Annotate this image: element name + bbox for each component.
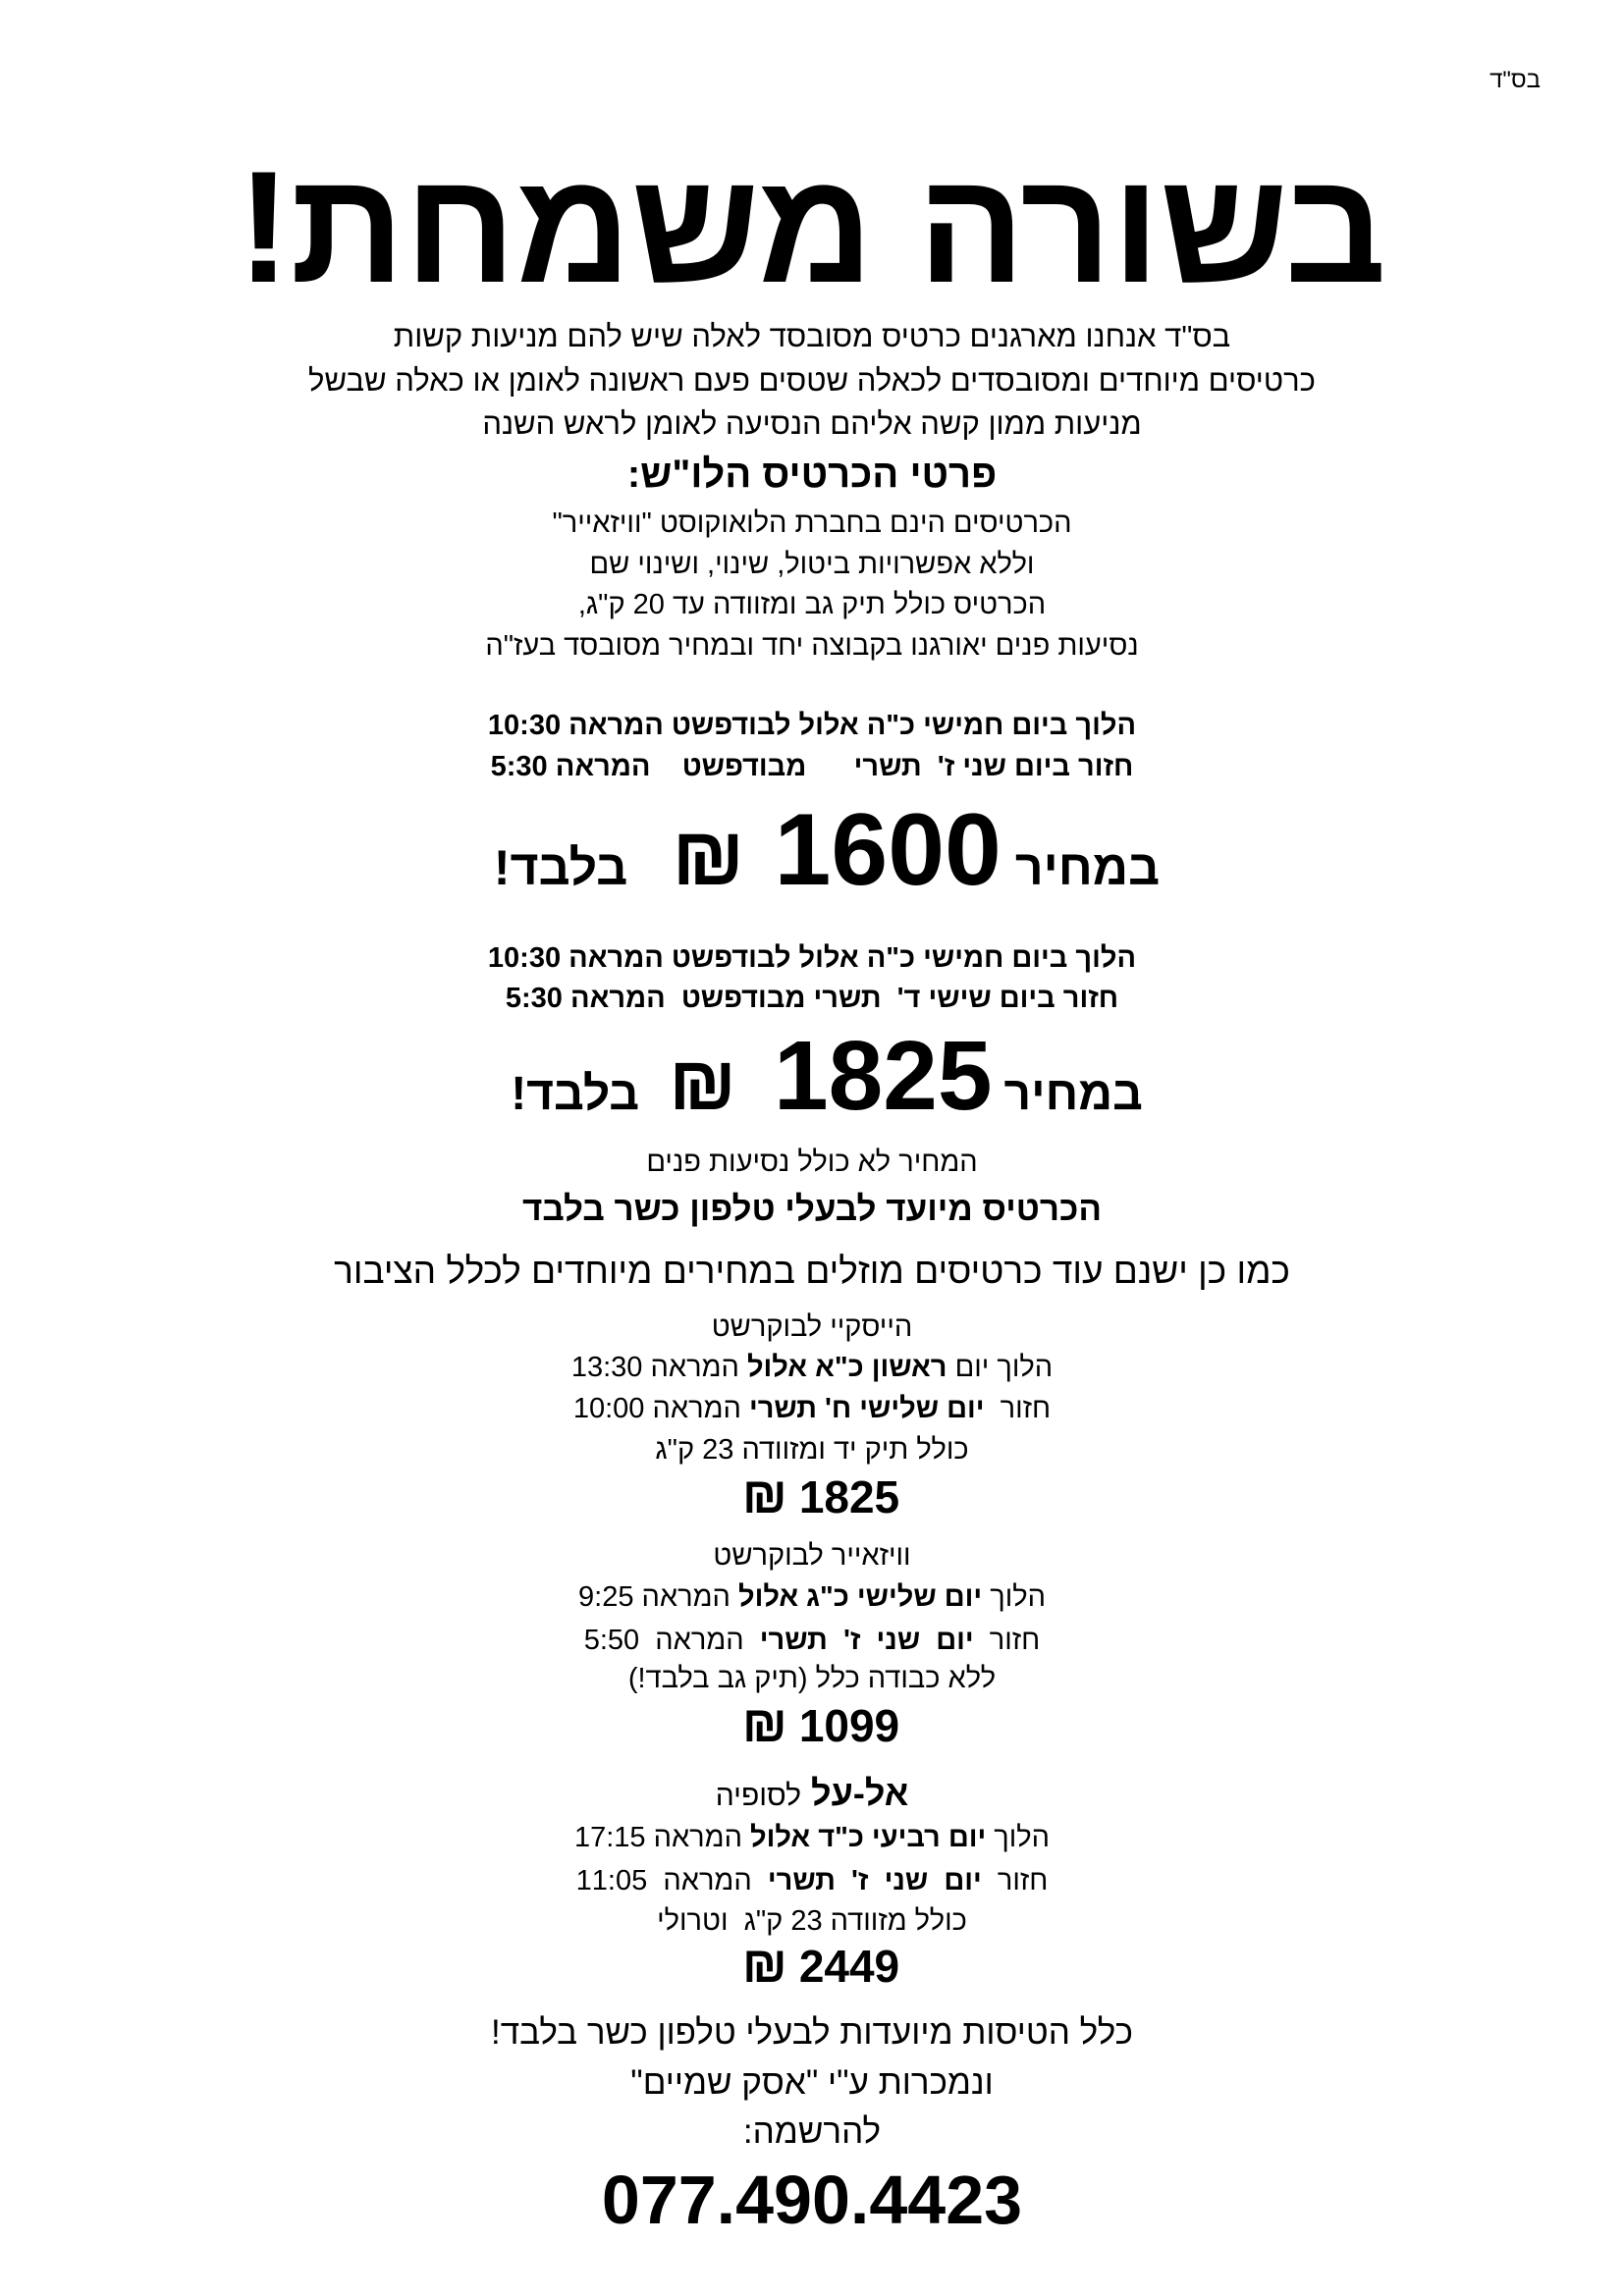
- shekel-icon: ₪: [741, 1468, 787, 1524]
- price-label: במחיר: [1014, 840, 1161, 895]
- price-note: בלבד!: [493, 840, 628, 895]
- return-prefix: חזור: [981, 1865, 1049, 1896]
- price-note: בלבד!: [511, 1068, 640, 1120]
- price-label: במחיר: [1003, 1068, 1143, 1120]
- price-amount: 1099: [798, 1700, 900, 1751]
- shekel-icon: ₪: [741, 1937, 787, 1994]
- price-amount: 2449: [798, 1941, 900, 1992]
- flight-baggage: ללא כבודה כלל (תיק גב בלבד!): [627, 1663, 997, 1694]
- outbound-prefix: הלוך: [986, 1822, 1051, 1853]
- flight-return: [0, 1392, 1624, 1426]
- price-amount: 1825: [774, 1021, 993, 1131]
- headline: בשורה משמחת!: [237, 138, 1387, 316]
- register-label: להרשמה:: [742, 2112, 882, 2151]
- flight-outbound: [0, 1580, 1624, 1615]
- outbound-date: יום רביעי כ"ד אלול: [750, 1822, 987, 1853]
- outbound-time: המראה 13:30: [570, 1352, 747, 1383]
- details-line: נסיעות פנים יאורגנו בקבוצה יחד ובמחיר מסובסד בעז"ה: [485, 630, 1139, 662]
- flight-baggage: כולל תיק יד ומזוודה 23 ק"ג: [655, 1434, 969, 1466]
- outbound-date: ראשון כ"א אלול: [746, 1352, 947, 1383]
- package-price: [0, 1017, 1624, 1135]
- return-time: המראה 5:50: [583, 1625, 760, 1656]
- shekel-icon: ₪: [741, 1696, 787, 1753]
- details-heading: פרטי הכרטיס הלו"ש:: [626, 453, 998, 496]
- return-time: המראה 10:00: [572, 1393, 749, 1424]
- flight-return: [0, 1624, 1624, 1658]
- flight-title: [0, 1772, 1624, 1814]
- flight-destination: לבוקרשט: [711, 1311, 823, 1343]
- flight-outbound: [0, 1821, 1624, 1855]
- details-line: הכרטיסים הינם בחברת הלואוקוסט "וויזאייר": [552, 507, 1072, 539]
- outbound-time: המראה 17:15: [573, 1822, 751, 1853]
- excludes-note: המחיר לא כולל נסיעות פנים: [646, 1147, 978, 1178]
- package-price: [0, 789, 1624, 912]
- corner-mark: בס"ד: [1489, 67, 1541, 93]
- return-date: יום שני ז' תשרי: [767, 1865, 982, 1896]
- intro-line: בס"ד אנחנו מארגנים כרטיס מסובסד לאלה שיש להם מניעות קשות: [393, 319, 1231, 353]
- flight-price: [0, 1466, 1624, 1526]
- shekel-icon: ₪: [669, 1040, 737, 1126]
- price-amount: 1600: [774, 793, 1001, 907]
- package-return: חזור ביום שישי ד' תשרי מבודפשט המראה 5:30: [505, 983, 1119, 1014]
- outbound-date: יום שלישי כ"ג אלול: [737, 1581, 983, 1613]
- flight-title: [0, 1539, 1624, 1574]
- kosher-note: הכרטיס מיועד לבעלי טלפון כשר בלבד: [521, 1190, 1103, 1228]
- airline-name: הייסקיי: [830, 1311, 913, 1343]
- return-prefix: חזור: [984, 1393, 1052, 1424]
- package-outbound: הלוך ביום חמישי כ"ה אלול לבודפשט המראה 10:30: [487, 710, 1137, 741]
- price-amount: 1825: [798, 1471, 900, 1522]
- flight-price: [0, 1694, 1624, 1755]
- return-prefix: חזור: [973, 1625, 1041, 1656]
- outbound-prefix: הלוך: [982, 1581, 1046, 1613]
- shekel-icon: ₪: [672, 810, 745, 902]
- airline-name: אל-על: [811, 1773, 909, 1813]
- package-outbound: הלוך ביום חמישי כ"ה אלול לבודפשט המראה 10:30: [487, 942, 1137, 974]
- public-offers-heading: כמו כן ישנם עוד כרטיסים מוזלים במחירים מיוחדים לכלל הציבור: [334, 1251, 1290, 1291]
- flight-destination: לסופיה: [715, 1780, 801, 1812]
- airline-name: וויזאייר: [831, 1540, 911, 1572]
- footer-seller-note: ונמכרות ע"י "אסק שמיים": [630, 2063, 994, 2102]
- outbound-prefix: הלוך יום: [947, 1352, 1054, 1383]
- package-return: חזור ביום שני ז' תשרי מבודפשט המראה 5:30: [490, 751, 1134, 782]
- flight-return: [0, 1864, 1624, 1898]
- outbound-time: המראה 9:25: [578, 1581, 738, 1613]
- flight-baggage: כולל מזוודה 23 ק"ג וטרולי: [657, 1905, 967, 1937]
- flight-outbound: [0, 1351, 1624, 1385]
- flight-price: [0, 1935, 1624, 1996]
- flight-title: [0, 1310, 1624, 1345]
- phone-number: 077.490.4423: [601, 2162, 1023, 2238]
- phone-number-line: [0, 2159, 1624, 2241]
- footer-kosher-note: כלל הטיסות מיועדות לבעלי טלפון כשר בלבד!: [490, 2013, 1134, 2052]
- intro-line: כרטיסים מיוחדים ומסובסדים לכאלה שטסים פעם ראשונה לאומן או כאלה שבשל: [308, 363, 1316, 398]
- details-line: הכרטיס כולל תיק גב ומזוודה עד 20 ק"ג,: [577, 589, 1047, 620]
- intro-line: מניעות ממון קשה אליהם הנסיעה לאומן לראש השנה: [482, 406, 1142, 441]
- return-date: יום שלישי ח' תשרי: [748, 1393, 985, 1424]
- flight-destination: לבוקרשט: [713, 1540, 824, 1572]
- details-line: וללא אפשרויות ביטול, שינוי, ושינוי שם: [589, 549, 1035, 580]
- return-time: המראה 11:05: [575, 1865, 768, 1896]
- return-date: יום שני ז' תשרי: [759, 1625, 974, 1656]
